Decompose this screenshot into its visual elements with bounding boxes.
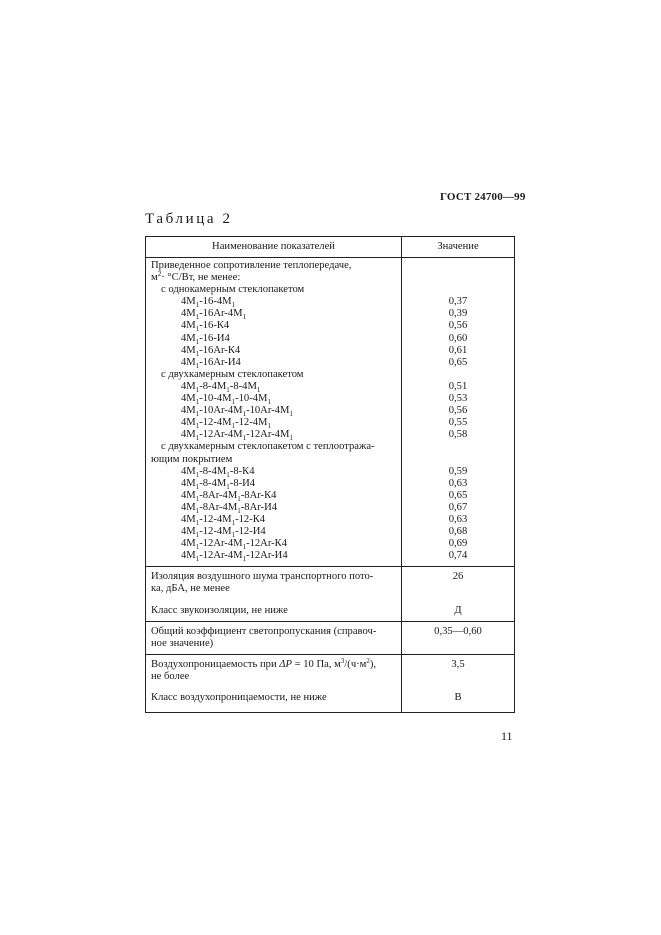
list-item: $4М_1-10Ar-4М_1-10Ar-4М_1$ [181,405,293,419]
page-number: 11 [501,729,513,743]
list-item: $4М_1-10-4М_1-10-4М_1$ [181,393,271,407]
value-cell: 0,56 [448,405,468,417]
sound-class-label: Класс звукоизоляции, не ниже [151,604,288,616]
list-item: $4М_1-8-4М_1-8-К4$ [181,465,255,479]
group-label-continued: ющим покрытием [151,453,233,465]
column-header-name: Наименование показателей [146,237,402,258]
document-code: ГОСТ 24700—99 [440,191,526,203]
light-value: 0,35—0,60 [434,625,482,637]
value-cell: 0,39 [448,308,468,320]
group-label: с двухкамерным стеклопакетом с теплоотража- [161,441,375,453]
light-label: Общий коэффициент светопропускания (справоч- [151,625,377,637]
table-row-noise [146,567,515,621]
value-cell: 0,55 [448,417,468,429]
value-cell: 0,63 [448,513,468,525]
value-cell: 0,69 [448,538,468,550]
list-item: $4М_1-16Ar-И4$ [181,356,241,370]
list-item: $4М_1-12-4М_1-12-К4$ [181,513,266,527]
column-header-value: Значение [402,237,515,258]
properties-table [145,236,515,713]
noise-label-continued: ка, дБА, не менее [151,583,230,595]
list-item: $4М_1-16-И4$ [181,332,230,346]
list-item: $4М_1-12Ar-4М_1-12Ar-К4$ [181,538,288,552]
group-label: с двухкамерным стеклопакетом [161,368,304,380]
group1-items [151,296,397,369]
value-cell: 0,60 [448,332,468,344]
value-cell: 0,51 [448,380,468,392]
air-label: Воздухопроницаемость при ΔP = 10 Па, $м^3/(ч\cdot м^2)$, [151,656,377,670]
list-item: $4М_1-16Ar-4М_1$ [181,308,247,322]
list-item: $4М_1-12Ar-4М_1-12Ar-4М_1$ [181,429,293,443]
list-item: $4М_1-8-4М_1-8-И4$ [181,477,256,491]
list-item: $4М_1-16-К4$ [181,320,230,334]
list-item: $4М_1-8Ar-4М_1-8Ar-И4$ [181,501,278,515]
air-value: 3,5 [451,658,465,670]
table-row-thermal-resistance [146,258,515,567]
group2-items [151,381,397,441]
table-row-light [146,621,515,654]
value-cell: 0,68 [448,526,468,538]
value-cell: 0,65 [448,489,468,501]
table-row-air [146,654,515,712]
list-item: $4М_1-12-4М_1-12-И4$ [181,526,266,540]
value-cell: 0,58 [448,429,468,441]
table-caption: Таблица 2 [145,211,233,227]
noise-label: Изоляция воздушного шума транспортного пото- [151,571,374,583]
list-item: $4М_1-8-4М_1-8-4М_1$ [181,380,261,394]
value-cell: 0,67 [448,501,468,513]
value-cell: 0,63 [448,477,468,489]
section-unit: $м^2\cdot ^\circ С/Вт$, не менее: [151,270,241,284]
value-cell: 0,65 [448,356,468,368]
list-item: $4М_1-8Ar-4М_1-8Ar-К4$ [181,489,277,503]
noise-value: 26 [452,571,464,583]
value-cell: 0,56 [448,320,468,332]
air-class-value: В [454,692,462,703]
list-item: $4М_1-12Ar-4М_1-12Ar-И4$ [181,550,288,564]
air-label-continued: не более [151,670,190,682]
light-label-continued: ное значение) [151,637,214,649]
value-cell: 0,61 [448,344,468,356]
value-cell: 0,59 [448,465,468,477]
value-cell: 0,74 [448,550,468,562]
value-cell: 0,37 [448,296,468,308]
sound-class-value: Д [454,604,462,616]
value-cell: 0,53 [448,393,468,405]
group3-items [151,466,397,563]
air-class-label: Класс воздухопроницаемости, не ниже [151,692,327,703]
list-item: $4М_1-12-4М_1-12-4М_1$ [181,417,271,431]
list-item: $4М_1-16Ar-К4$ [181,344,241,358]
list-item: $4М_1-16-4М_1$ [181,296,236,310]
group-label: с однокамерным стеклопакетом [161,284,305,296]
section-title: Приведенное сопротивление теплопередаче, [151,260,352,271]
table-header-row [146,237,515,258]
